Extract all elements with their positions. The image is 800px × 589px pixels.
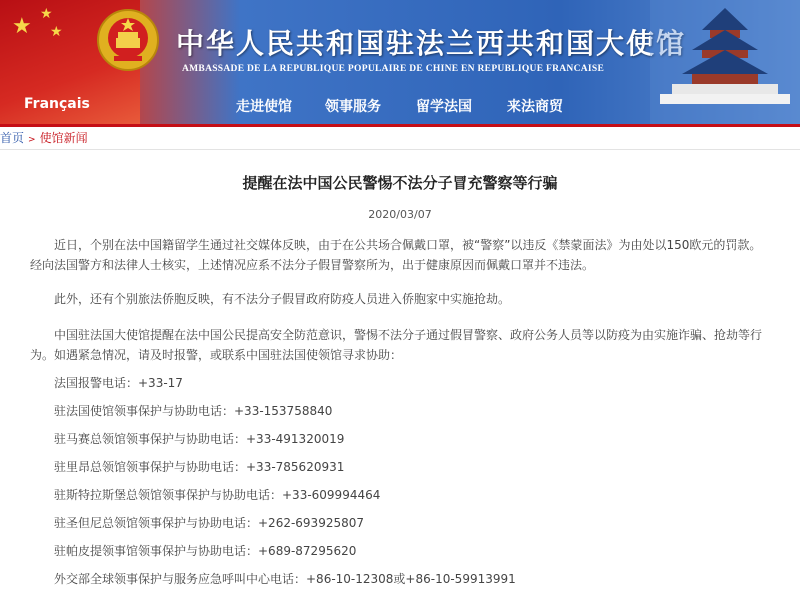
national-emblem-icon[interactable] xyxy=(96,8,160,72)
main-nav xyxy=(0,86,800,124)
nav-item-consular[interactable]: 领事服务 xyxy=(325,99,381,115)
breadcrumb xyxy=(0,127,800,149)
contact-line: 驻圣但尼总领馆领事保护与协助电话：+262-693925807 xyxy=(54,516,365,530)
contact-line: 驻帕皮提领事馆领事保护与协助电话：+689-87295620 xyxy=(54,544,357,558)
star-icon: ★ xyxy=(12,14,32,39)
nav-item-embassy[interactable]: 走进使馆 xyxy=(236,99,292,115)
breadcrumb-separator: > xyxy=(28,135,36,145)
site-header xyxy=(0,0,800,124)
nav-item-study[interactable]: 留学法国 xyxy=(416,99,472,115)
article-title: 提醒在法中国公民警惕不法分子冒充警察等行骗 xyxy=(242,174,558,192)
star-icon: ★ xyxy=(40,6,53,22)
lang-francais-link[interactable]: Français xyxy=(24,96,90,112)
contact-line: 法国报警电话：+33-17 xyxy=(54,376,183,390)
contact-line: 外交部全球领事保护与服务应急呼叫中心电话：+86-10-12308或+86-10-59913991 xyxy=(54,572,516,586)
star-icon: ★ xyxy=(50,24,63,40)
breadcrumb-news-link[interactable]: 使馆新闻 xyxy=(39,131,88,145)
paragraph: 中国驻法国大使馆提醒在法中国公民提高安全防范意识，警惕不法分子通过假冒警察、政府公务人员等以防疫为由实施诈骗、抢劫等行为。如遇紧急情况，请及时报警，或联系中国驻法国使领馆寻求协助： xyxy=(30,328,763,362)
contact-line: 驻斯特拉斯堡总领馆领事保护与协助电话：+33-609994464 xyxy=(54,488,381,502)
site-title: 中华人民共和国驻法兰西共和国大使馆 xyxy=(176,27,687,60)
contact-line: 驻马赛总领馆领事保护与协助电话：+33-491320019 xyxy=(54,432,345,446)
contact-line: 驻法国使馆领事保护与协助电话：+33-153758840 xyxy=(54,404,333,418)
article-date: 2020/03/07 xyxy=(368,208,432,221)
article-body xyxy=(0,235,800,589)
breadcrumb-home-link[interactable]: 首页 xyxy=(0,131,25,145)
paragraph: 此外，还有个别旅法侨胞反映，有不法分子假冒政府防疫人员进入侨胞家中实施抢劫。 xyxy=(54,292,511,306)
site-subtitle: AMBASSADE DE LA REPUBLIQUE POPULAIRE DE CHINE EN REPUBLIQUE FRANCAISE xyxy=(182,64,605,74)
nav-item-business[interactable]: 来法商贸 xyxy=(507,99,563,115)
contact-line: 驻里昂总领馆领事保护与协助电话：+33-785620931 xyxy=(54,460,345,474)
paragraph: 近日，个别在法中国籍留学生通过社交媒体反映，由于在公共场合佩戴口罩，被“警察”以违反《禁蒙面法》为由处以150欧元的罚款。经向法国警方和法律人士核实，上述情况应系不法分子假冒警察所为，出于健康原因而佩戴口罩并不违法。 xyxy=(30,238,762,272)
